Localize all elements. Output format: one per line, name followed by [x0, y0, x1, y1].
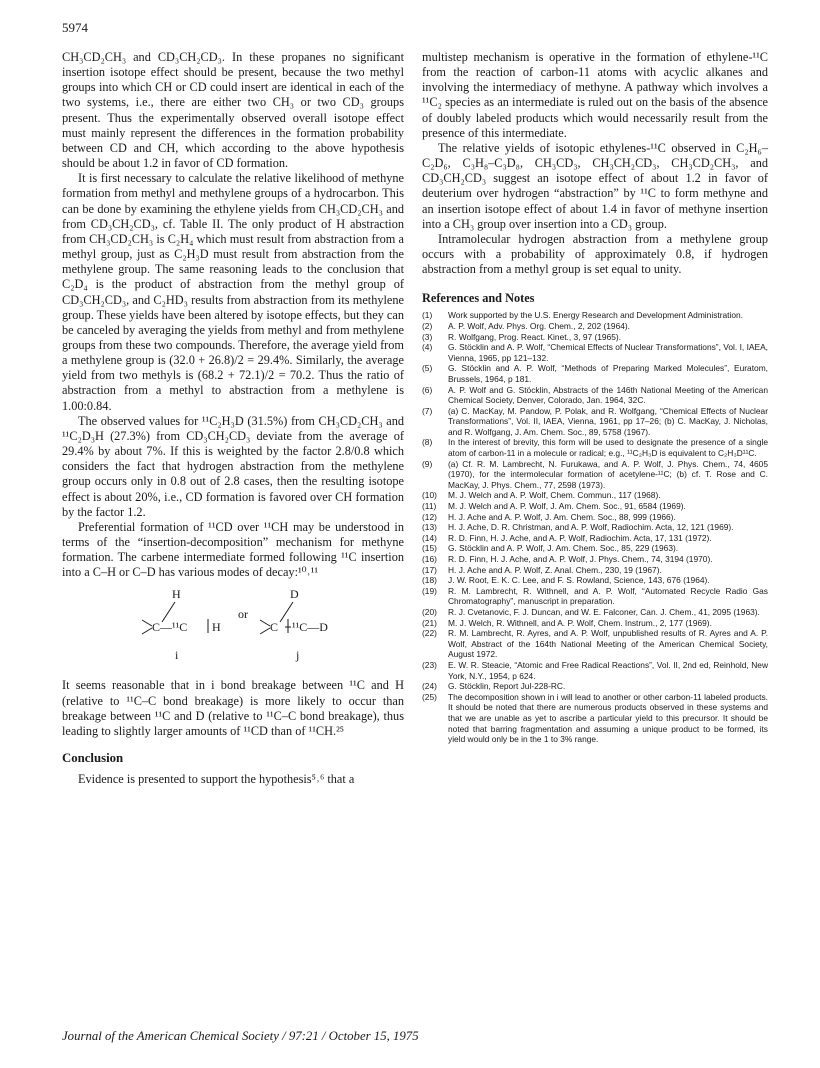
reference-text: G. Stöcklin and A. P. Wolf, J. Am. Chem. Soc., 85, 229 (1963). [448, 543, 679, 554]
paragraph: The relative yields of isotopic ethylenes-¹¹C observed in C₂H₆–C₂D₆, C₃H₈–C₃D₈, CH₃CD₃, CH₃CH₂CD₃, CH₃CD₂CH₃, and CD₃CH₂CD₃ suggest an isotope effect of about 1.2 in favor of deuterium over hydrogen “abstraction” by ¹¹C to form methyne and an insertion isotope effect of about 1.4 in favor of methyne insertion into a CH₃ group over insertion into a CD₃ group. [422, 140, 768, 231]
right-column [422, 50, 768, 745]
reference-number: (8) [422, 437, 433, 448]
reference-number: (12) [422, 511, 437, 522]
paragraph: Preferential formation of ¹¹CD over ¹¹CH may be understood in terms of the “insertion-decomposition” mechanism for methyne formation. The carbene intermediate formed following ¹¹C insertion into a C–H or C–D has various modes of decay:¹⁰˒¹¹ [62, 519, 404, 580]
reference-number: (4) [422, 342, 433, 353]
reference-text: R. J. Cvetanovic, F. J. Duncan, and W. E. Falconer, Can. J. Chem., 41, 2095 (1963). [448, 606, 760, 617]
reference-number: (6) [422, 384, 433, 395]
reference-text: R. D. Finn, H. J. Ache, and A. P. Wolf, J. Phys. Chem., 74, 3194 (1970). [448, 554, 713, 564]
reference-item [422, 363, 768, 384]
reference-item [422, 490, 768, 501]
reference-number: (25) [422, 691, 437, 702]
reference-number: (7) [422, 405, 433, 416]
reference-number: (1) [422, 310, 433, 321]
reference-number: (16) [422, 554, 437, 564]
reference-text: M. J. Welch and A. P. Wolf, Chem. Commun., 117 (1968). [448, 490, 661, 501]
scheme-label-i: i [175, 648, 179, 663]
reference-text: A. P. Wolf, Adv. Phys. Org. Chem., 2, 202 (1964). [448, 320, 631, 331]
paragraph: Intramolecular hydrogen abstraction from a methylene group occurs with a probability of approximately 0.8, if hydrogen abstraction from a methyl group is set equal to unity. [422, 231, 768, 277]
reference-item [422, 543, 768, 554]
reference-item [422, 660, 768, 681]
reference-item [422, 512, 768, 523]
reference-item [422, 575, 768, 586]
reference-number: (22) [422, 628, 437, 639]
reference-item [422, 533, 768, 544]
reference-number: (23) [422, 659, 437, 670]
scheme-or: or [238, 607, 248, 622]
reference-text: R. M. Lambrecht, R. Withnell, and A. P. Wolf, “Automated Recycle Radio Gas Chromatography”, manuscript in preparation. [448, 585, 768, 607]
reference-item [422, 385, 768, 406]
reference-text: H. J. Ache and A. P. Wolf, Z. Anal. Chem., 230, 19 (1967). [448, 564, 662, 575]
left-column [62, 50, 404, 787]
reference-text: G. Stöcklin, Report Jul-228-RC. [448, 681, 566, 692]
journal-footer: Journal of the American Chemical Society / 97:21 / October 15, 1975 [62, 1029, 419, 1043]
reference-text: M. J. Welch and A. P. Wolf, J. Am. Chem. Soc., 91, 6584 (1969). [448, 501, 686, 512]
scheme-atom-h: H [172, 587, 181, 602]
scheme-left-end: H [212, 620, 221, 635]
paragraph: Evidence is presented to support the hypothesis⁵˒⁶ that a [78, 772, 355, 787]
carbene-decay-scheme [62, 586, 404, 678]
paragraph: The observed values for ¹¹C₂H₃D (31.5%) from CH₃CD₂CH₃ and ¹¹C₂D₃H (27.3%) from CD₃CH₂CD₃ deviate from the average of 29.4% by about 7%. If this is weighted by the factor 2.8/0.8 which considers the fact that hydrogen abstraction from the methylene group occurs only in 0.8 out of 2.8 cases, then the resulting isotope effect is about 20%, i.e., CD formation is favored over CH formation by the factor 1.2. [62, 413, 404, 519]
reference-number: (9) [422, 458, 433, 469]
reference-text: J. W. Root, E. K. C. Lee, and F. S. Rowland, Science, 143, 676 (1964). [448, 575, 710, 586]
reference-text: R. M. Lambrecht, R. Ayres, and A. P. Wolf, unpublished results of R. Ayres and A. P. Wolf, Abstract of the 164th National Meeting of the American Chemical Society, August 1972. [448, 628, 768, 660]
reference-number: (13) [422, 522, 437, 533]
reference-item [422, 459, 768, 491]
reference-number: (5) [422, 363, 433, 374]
reference-number: (19) [422, 585, 437, 596]
reference-item [422, 565, 768, 576]
reference-text: R. D. Finn, H. J. Ache, and A. P. Wolf, Radiochim. Acta, 17, 131 (1972). [448, 532, 712, 543]
reference-text: A. P. Wolf and G. Stöcklin, Abstracts of the 146th National Meeting of the American Chemical Society, Denver, Colorado, Jan. 1964, 32C. [448, 384, 768, 406]
scheme-label-j: j [296, 648, 300, 663]
references-heading: References and Notes [422, 291, 535, 306]
reference-number: (20) [422, 606, 437, 617]
reference-item [422, 607, 768, 618]
reference-item [422, 406, 768, 438]
reference-item [422, 310, 768, 321]
reference-item [422, 586, 768, 607]
paragraph: CH₃CD₂CH₃ and CD₃CH₂CD₃. In these propanes no significant insertion isotope effect should be present, because the two methyl groups into which CH or CD could insert are identical in each of the two systems, i.e., there are either two CH₃ or two CD₃ groups present. Thus the experimentally observed overall isotope effect must mainly represent the differences in the formation probability between CD and CH, which according to the above hypothesis should be about 1.2 in favor of CD formation. [62, 50, 404, 171]
scheme-left-core: C—¹¹C [152, 620, 188, 635]
reference-number: (21) [422, 617, 437, 628]
reference-item [422, 692, 768, 745]
reference-text: In the interest of brevity, this form will be used to designate the presence of a single atom of carbon-11 in a molecule or radical; e.g., ¹¹C₂H₃D is equivalent to C₂H₃D¹¹C. [448, 437, 768, 459]
reference-number: (2) [422, 320, 433, 331]
reference-item [422, 342, 768, 363]
reference-item [422, 618, 768, 629]
scheme-right-end: ¹¹C—D [292, 620, 328, 635]
reference-text: (a) C. MacKay, M. Pandow, P. Polak, and R. Wolfgang, “Chemical Effects of Nuclear Transformations”, Vol. II, IAEA, Vienna, 1961, pp 17–26; (b) C. MacKay, J. Nicholas, and R. Wolfgang, J. Am. Chem. Soc., 89, 5758 (1967). [448, 405, 768, 437]
page-number: 5974 [62, 20, 88, 35]
reference-text: E. W. R. Steacie, “Atomic and Free Radical Reactions”, Vol. II, 2nd ed, Reinhold, New York, N.Y., 1954, p 624. [448, 659, 768, 681]
reference-text: M. J. Welch, R. Withnell, and A. P. Wolf, Chem. Instrum., 2, 177 (1969). [448, 617, 712, 628]
scheme-drawing [62, 586, 404, 678]
reference-number: (10) [422, 490, 437, 501]
paragraph: multistep mechanism is operative in the formation of ethylene-¹¹C from the reaction of carbon-11 atoms with acyclic alkanes and involving the intermediacy of methyne. A pathway which involves a ¹¹C₂ species as an intermediate is ruled out on the basis of the absence of doubly labeled products which would necessarily result from the presence of this intermediate. [422, 50, 768, 140]
reference-item [422, 522, 768, 533]
reference-number: (15) [422, 543, 437, 554]
reference-item [422, 554, 768, 565]
reference-item [422, 681, 768, 692]
reference-item [422, 321, 768, 332]
reference-number: (17) [422, 564, 437, 575]
reference-text: G. Stöcklin and A. P. Wolf, “Chemical Effects of Nuclear Transformations”, Vol. I, IAEA, Vienna, 1965, pp 121–132. [448, 342, 768, 363]
scheme-right-core: C [270, 620, 279, 635]
reference-text: H. J. Ache, D. R. Christman, and A. P. Wolf, Radiochim. Acta, 12, 121 (1969). [448, 522, 734, 533]
reference-text: Work supported by the U.S. Energy Research and Development Administration. [448, 310, 743, 321]
reference-item [422, 501, 768, 512]
paragraph: It is first necessary to calculate the relative likelihood of methyne formation from methyl and methylene groups of a hydrocarbon. This can be done by examining the ethylene yields from CH₃CD₂CH₃ and from CD₃CH₂CD₃, cf. Table II. The only product of H abstraction from CH₃CD₂CH₃ is C₂H₄ which must result from abstraction from a methyl group, just as C₂H₃D must result from abstraction from the methylene group. The same reasoning leads to the conclusion that C₂D₄ is the product of abstraction from the methyl group of CD₃CH₂CD₃, and C₂HD₃ results from abstraction from its methylene group. These yields have been altered by isotope effects, but they can be canceled by averaging the yields from methyl and from methylene groups from these two compounds. Therefore, the average yield from a methylene group is (32.0 + 26.8)/2 = 29.4%. Similarly, the average yield from two methyls is (68.2 + 72.1)/2 = 70.2. Thus the ratio of abstraction from a methyl to abstraction from a methylene is 1.00:0.84. [62, 171, 404, 413]
reference-number: (14) [422, 532, 437, 543]
reference-number: (3) [422, 331, 433, 342]
reference-number: (11) [422, 501, 437, 512]
reference-text: (a) Cf. R. M. Lambrecht, N. Furukawa, and A. P. Wolf, J. Phys. Chem., 74, 4605 (1970), for the intermolecular formation of acetylene-¹¹C; (b) cf. T. Rose and C. MacKay, J. Phys. Chem., 77, 2598 (1973). [448, 458, 768, 490]
conclusion-heading: Conclusion [62, 751, 124, 766]
reference-number: (18) [422, 575, 437, 586]
reference-text: H. J. Ache and A. P. Wolf, J. Am. Chem. Soc., 88, 999 (1966). [448, 511, 676, 522]
reference-text: G. Stöcklin and A. P. Wolf, “Methods of Preparing Marked Molecules”, Euratom, Brussels, 1964, p 181. [448, 363, 768, 384]
paragraph: It seems reasonable that in i bond breakage between ¹¹C and H (relative to ¹¹C–C bond breakage) is more likely to occur than breakage between ¹¹C and D (relative to ¹¹C–C bond breakage), thus leading to slightly larger amounts of ¹¹CD than of ¹¹CH.²⁵ [62, 678, 404, 738]
reference-item [422, 628, 768, 660]
reference-text: The decomposition shown in i will lead to another or other carbon-11 labeled products. It should be noted that there are numerous products observed in these systems and that we are unable as yet to ascribe a particular yield to this precursor. It should be noted that barring fragmentation and assuming a unique product to be formed, its yield would only be in the 1 to 3% range. [448, 691, 768, 745]
reference-item [422, 437, 768, 458]
scheme-atom-d: D [290, 587, 299, 602]
references-list [422, 310, 768, 744]
reference-item [422, 332, 768, 343]
reference-number: (24) [422, 681, 437, 692]
reference-text: R. Wolfgang, Prog. React. Kinet., 3, 97 (1965). [448, 331, 622, 342]
